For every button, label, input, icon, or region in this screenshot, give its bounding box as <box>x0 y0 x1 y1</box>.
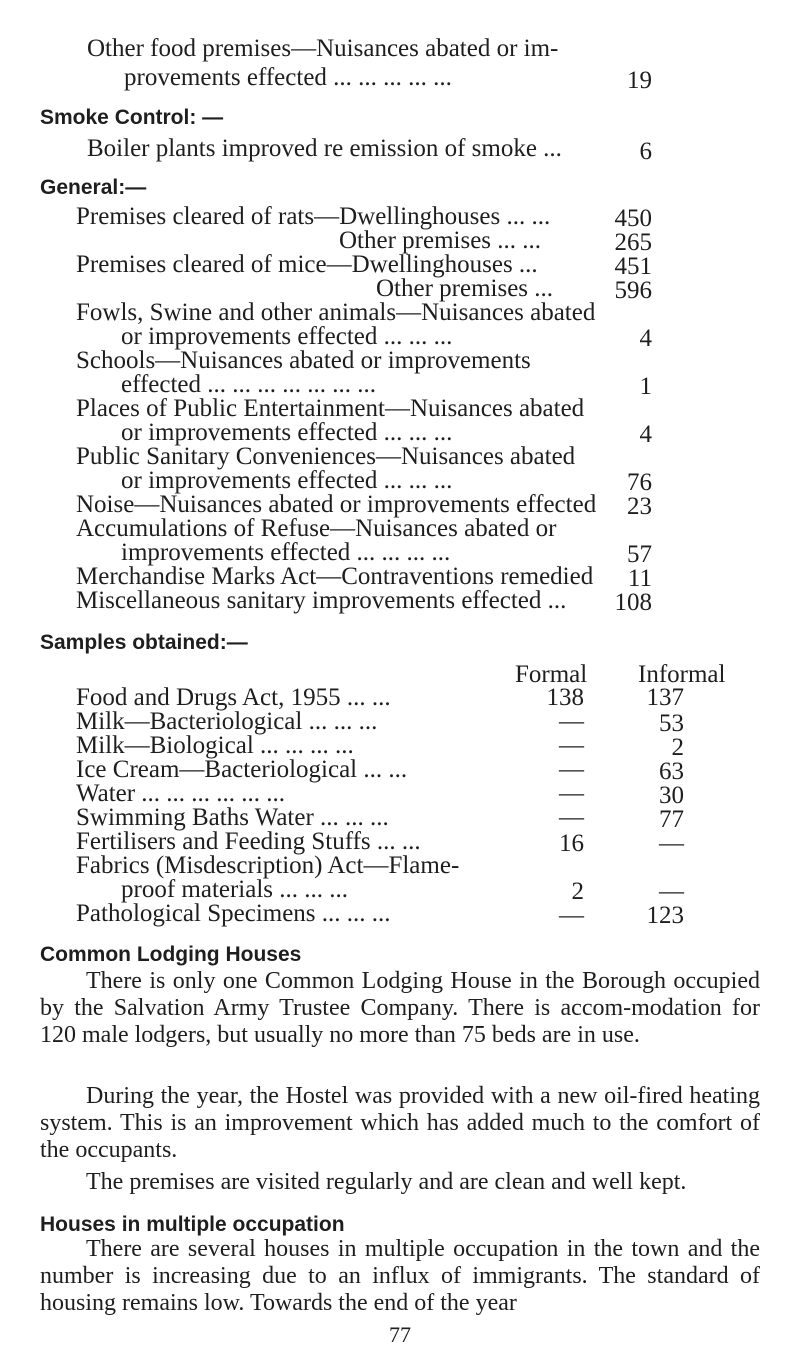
samples-heading: Samples obtained:— <box>40 631 248 654</box>
general-item-value: 76 <box>627 469 652 496</box>
sample-row-informal: 137 <box>646 684 684 711</box>
food-premises-line1: Other food premises—Nuisances abated or im- <box>87 35 559 62</box>
lodging-paragraph-2: During the year, the Hostel was provided with a new oil-fired heating system. This is an improvement which has added much to the comfort of the occupants. <box>40 1083 760 1163</box>
general-item: Noise—Nuisances abated or improvements effected <box>76 491 597 518</box>
sample-row-label: Food and Drugs Act, 1955 ... ... <box>76 684 391 711</box>
general-item: or improvements effected ... ... ... <box>121 419 453 446</box>
general-item: Miscellaneous sanitary improvements effected ... <box>76 587 567 614</box>
general-item: effected ... ... ... ... ... ... ... <box>121 371 377 398</box>
general-item-value: 596 <box>614 277 652 304</box>
general-item-value: 4 <box>639 325 652 352</box>
general-item-value: 451 <box>614 253 652 280</box>
sample-row-informal: 30 <box>659 782 684 809</box>
food-premises-line2: provements effected ... ... ... ... ... <box>124 64 452 91</box>
general-item-value: 1 <box>639 373 652 400</box>
general-item-value: 108 <box>614 589 652 616</box>
general-item: Premises cleared of rats—Dwellinghouses ... ... <box>76 203 551 230</box>
sample-row-label: Fabrics (Misdescription) Act—Flame- <box>76 852 460 879</box>
general-item-value: 450 <box>614 205 652 232</box>
sample-row-label: Ice Cream—Bacteriological ... ... <box>76 756 408 783</box>
sample-row-formal: — <box>559 780 584 807</box>
general-item: Premises cleared of mice—Dwellinghouses ... <box>76 251 538 278</box>
sample-row-label: proof materials ... ... ... <box>121 876 349 903</box>
sample-row-formal: 16 <box>559 830 584 857</box>
sample-row-label: Milk—Bacteriological ... ... ... <box>76 708 378 735</box>
sample-row-informal: — <box>659 830 684 857</box>
general-item-value: 23 <box>627 493 652 520</box>
general-item: Places of Public Entertainment—Nuisances abated <box>76 395 585 422</box>
sample-row-informal: 53 <box>659 710 684 737</box>
lodging-heading: Common Lodging Houses <box>40 943 302 966</box>
sample-row-informal: 63 <box>659 758 684 785</box>
sample-row-formal: 2 <box>571 878 584 905</box>
lodging-paragraph-1: There is only one Common Lodging House in the Borough occupied by the Salvation Army Trustee Company. There is accom-modation for 120 male lodgers, but usually no more than 75 beds are in use. <box>40 968 760 1048</box>
sample-row-informal: 123 <box>646 902 684 929</box>
sample-row-formal: — <box>559 732 584 759</box>
sample-row-label: Milk—Biological ... ... ... ... <box>76 732 354 759</box>
multiple-occupation-paragraph: There are several houses in multiple occupation in the town and the number is increasing due to an influx of immigrants. The standard of housing remains low. Towards the end of the year <box>40 1236 760 1316</box>
general-item: or improvements effected ... ... ... <box>121 323 453 350</box>
general-item: Other premises ... <box>376 275 554 302</box>
sample-row-label: Fertilisers and Feeding Stuffs ... ... <box>76 828 421 855</box>
general-item: Other premises ... ... <box>339 227 542 254</box>
general-item-value: 265 <box>614 229 652 256</box>
sample-row-formal: 138 <box>546 684 584 711</box>
sample-row-informal: — <box>659 878 684 905</box>
sample-row-label: Pathological Specimens ... ... ... <box>76 900 391 927</box>
general-item-value: 57 <box>627 541 652 568</box>
sample-row-formal: — <box>559 756 584 783</box>
multiple-occupation-heading: Houses in multiple occupation <box>40 1213 345 1236</box>
column-header-formal: Formal <box>515 661 588 688</box>
general-item: Merchandise Marks Act—Contraventions remedied <box>76 563 594 590</box>
general-item: Fowls, Swine and other animals—Nuisances abated <box>76 299 596 326</box>
sample-row-informal: 2 <box>671 734 684 761</box>
page-number: 77 <box>389 1322 411 1347</box>
smoke-control-heading: Smoke Control: — <box>40 106 224 129</box>
general-item: improvements effected ... ... ... ... <box>121 539 451 566</box>
general-item: or improvements effected ... ... ... <box>121 467 453 494</box>
sample-row-formal: — <box>559 708 584 735</box>
general-item: Accumulations of Refuse—Nuisances abated or <box>76 515 557 542</box>
general-heading: General:— <box>40 176 147 199</box>
sample-row-formal: — <box>559 902 584 929</box>
general-item-value: 4 <box>639 421 652 448</box>
general-item-value: 11 <box>627 565 652 592</box>
sample-row-label: Water ... ... ... ... ... ... <box>76 780 286 807</box>
sample-row-informal: 77 <box>659 806 684 833</box>
column-header-informal: Informal <box>638 661 726 688</box>
sample-row-formal: — <box>559 804 584 831</box>
boiler-plants-value: 6 <box>639 138 652 165</box>
sample-row-label: Swimming Baths Water ... ... ... <box>76 804 389 831</box>
lodging-paragraph-3: The premises are visited regularly and are clean and well kept. <box>86 1169 687 1195</box>
boiler-plants-label: Boiler plants improved re emission of smoke ... <box>87 135 562 162</box>
food-premises-value: 19 <box>627 67 652 94</box>
general-item: Schools—Nuisances abated or improvements <box>76 347 531 374</box>
general-item: Public Sanitary Conveniences—Nuisances abated <box>76 443 576 470</box>
